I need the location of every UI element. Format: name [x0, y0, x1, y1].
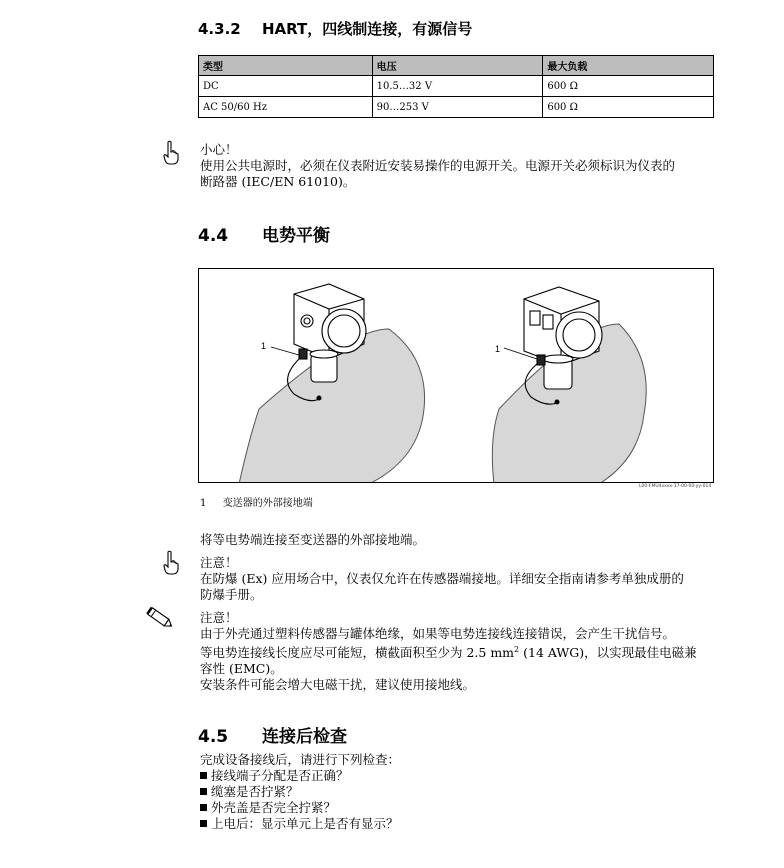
- connect-paragraph: 将等电势端连接至变送器的外部接地端。: [200, 532, 426, 547]
- table-cell: 10.5…32 V: [372, 76, 543, 97]
- note-text-line: 由于外壳通过塑料传感器与罐体绝缘，如果等电势连接线连接错误，会产生干扰信号。: [200, 626, 676, 641]
- table-row: [199, 76, 714, 97]
- caution-text-line: 断路器 (IEC/EN 61010)。: [200, 174, 356, 189]
- caution-block: [200, 142, 675, 190]
- note-block-ex: [200, 555, 684, 603]
- table-cell: 600 Ω: [543, 76, 714, 97]
- section-title: 连接后检查: [262, 727, 347, 747]
- list-item: [200, 784, 399, 800]
- power-supply-table: [198, 55, 714, 118]
- bullet-icon: [200, 772, 207, 779]
- list-item-text: 外壳盖是否完全拧紧？: [211, 800, 337, 815]
- caution-text-line: 使用公共电源时，必须在仪表附近安装易操作的电源开关。电源开关必须标识为仪表的: [200, 158, 676, 173]
- hand-pointer-icon: [162, 550, 180, 576]
- note-title: 注意！: [200, 555, 238, 570]
- section-number: 4.4: [198, 226, 229, 246]
- list-item-text: 接线端子分配是否正确？: [211, 768, 349, 783]
- col-header-voltage: 电压: [372, 56, 543, 76]
- list-item-text: 上电后：显示单元上是否有显示？: [211, 816, 399, 831]
- note-text-line: [200, 642, 697, 661]
- note-text-segment: 等电势连接线长度应尽可能短，横截面积至少为 2.5 mm: [200, 645, 515, 661]
- section-heading-4-4: [198, 221, 330, 246]
- caption-text: 变送器的外部接地端: [222, 498, 313, 509]
- list-item: [200, 800, 399, 816]
- note-text-segment: (14 AWG)，以实现最佳电磁兼: [519, 645, 697, 661]
- checks-list: [200, 768, 399, 832]
- list-item: [200, 768, 399, 784]
- hand-pointer-icon: [162, 140, 180, 166]
- grounding-illustration: [199, 269, 714, 483]
- section-heading-4-5: [198, 722, 347, 747]
- table-cell: DC: [199, 76, 373, 97]
- note-text-line: 在防爆 (Ex) 应用场合中，仪表仅允许在传感器端接地。详细安全指南请参考单独成册的: [200, 571, 684, 586]
- note-text-line: 容性 (EMC)。: [200, 661, 283, 677]
- section-number: 4.3.2: [198, 20, 241, 38]
- caption-number: 1: [200, 498, 207, 509]
- superscript: 2: [514, 645, 520, 654]
- section-title: HART，四线制连接，有源信号: [262, 20, 473, 38]
- note-title: 注意！: [200, 610, 238, 625]
- note-block-emc: [200, 610, 697, 693]
- col-header-max-load: 最大负载: [543, 56, 714, 76]
- bullet-icon: [200, 820, 207, 827]
- figure-caption: [200, 494, 313, 509]
- table-cell: AC 50/60 Hz: [199, 97, 373, 118]
- callout-label-right: 1: [495, 344, 501, 354]
- section-number: 4.5: [198, 727, 229, 747]
- list-item: [200, 816, 399, 832]
- col-header-type: 类型: [199, 56, 373, 76]
- section-title: 电势平衡: [262, 226, 330, 246]
- pencil-icon: [145, 606, 175, 630]
- table-cell: 600 Ω: [543, 97, 714, 118]
- caution-title: 小心！: [200, 142, 238, 157]
- table-header-row: [199, 56, 714, 76]
- table-cell: 90…253 V: [372, 97, 543, 118]
- bullet-icon: [200, 804, 207, 811]
- note-text-line: 防爆手册。: [200, 587, 263, 602]
- grounding-figure: [198, 268, 714, 483]
- bullet-icon: [200, 788, 207, 795]
- callout-label-left: 1: [261, 341, 267, 351]
- section-heading-4-3-2: [198, 18, 472, 39]
- figure-code: L00-FMU4xxxx-17-00-00-yy-014: [639, 484, 712, 489]
- table-row: [199, 97, 714, 118]
- checks-intro: 完成设备接线后，请进行下列检查：: [200, 752, 401, 767]
- note-text-line: 安装条件可能会增大电磁干扰，建议使用接地线。: [200, 677, 476, 693]
- list-item-text: 缆塞是否拧紧？: [211, 784, 299, 799]
